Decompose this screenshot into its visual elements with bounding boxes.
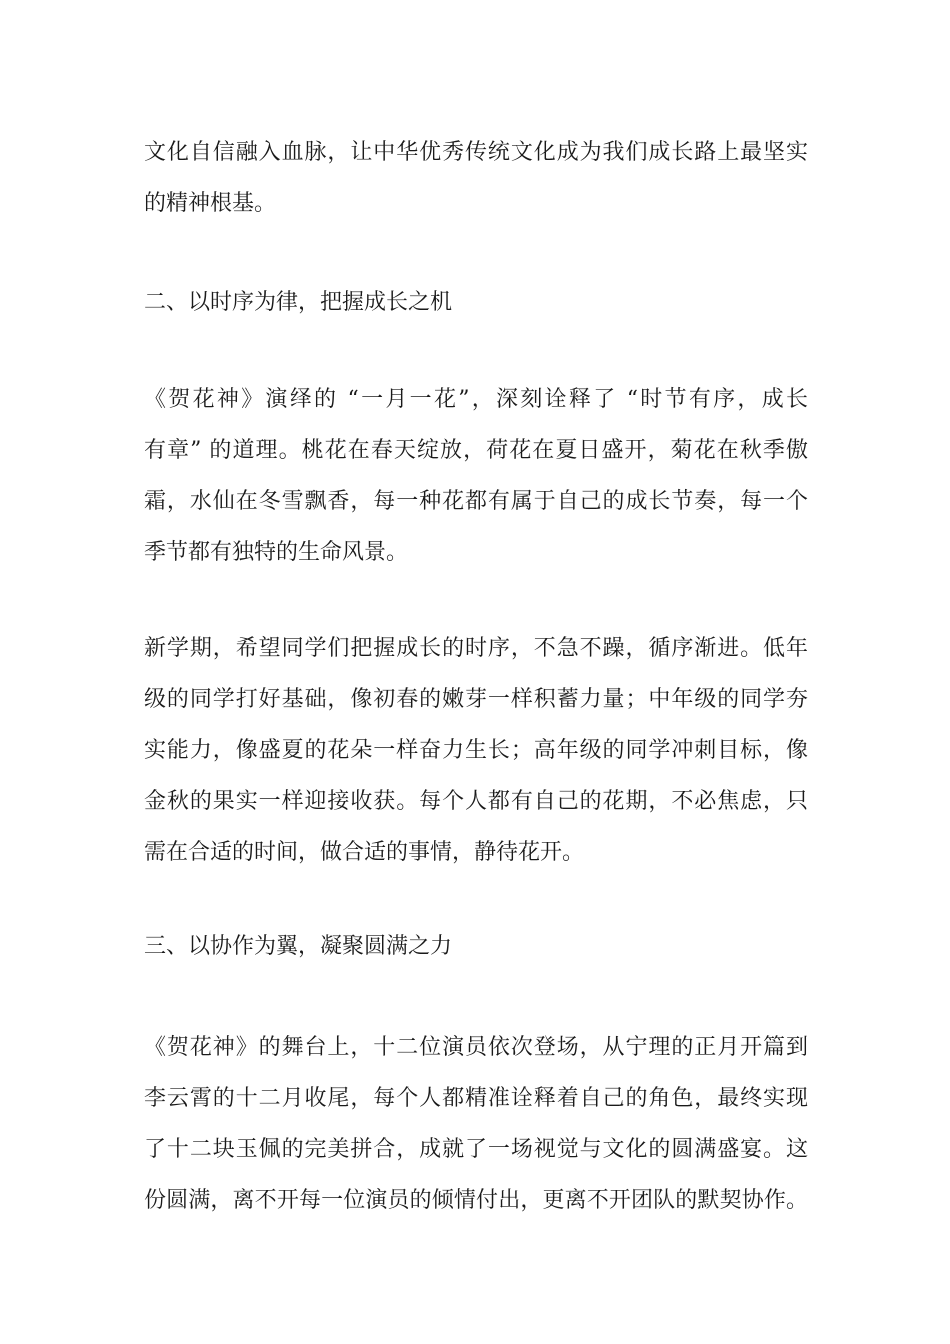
paragraph-line: 季节都有独特的生命风景。 [144,540,409,565]
paragraph-line: 有章” 的道理。桃花在春天绽放，荷花在夏日盛开，菊花在秋季傲 [144,438,808,463]
paragraph-line: 了十二块玉佩的完美拼合，成就了一场视觉与文化的圆满盛宴。这 [144,1137,808,1162]
paragraph-line: 需在合适的时间，做合适的事情，静待花开。 [144,840,585,865]
paragraph-intro-continued [144,127,808,229]
paragraph-line: 《贺花神》演绎的 “一月一花”，深刻诠释了 “时节有序，成长 [144,387,808,412]
paragraph-line: 霜，水仙在冬雪飘香，每一种花都有属于自己的成长节奏，每一个 [144,489,808,514]
paragraph-line: 文化自信融入血脉，让中华优秀传统文化成为我们成长路上最坚实 [144,140,808,165]
paragraph-line: 李云霄的十二月收尾，每个人都精准诠释着自己的角色，最终实现 [144,1086,808,1111]
section-heading-text: 二、以时序为律，把握成长之机 [144,290,453,315]
section-heading-three [144,921,808,972]
paragraph-new-semester [144,623,808,878]
paragraph-line: 实能力，像盛夏的花朵一样奋力生长；高年级的同学冲刺目标，像 [144,738,808,763]
paragraph-line: 金秋的果实一样迎接收获。每个人都有自己的花期，不必焦虑，只 [144,789,808,814]
paragraph-line: 份圆满，离不开每一位演员的倾情付出，更离不开团队的默契协作。 [144,1188,808,1213]
paragraph-line: 新学期，希望同学们把握成长的时序，不急不躁，循序渐进。低年 [144,636,808,661]
paragraph-line: 级的同学打好基础，像初春的嫩芽一样积蓄力量；中年级的同学夯 [144,687,808,712]
paragraph-line: 《贺花神》的舞台上，十二位演员依次登场，从宁理的正月开篇到 [144,1035,808,1060]
paragraph-stage-collaboration [144,1022,808,1226]
paragraph-line: 的精神根基。 [144,191,277,216]
paragraph-flower-months [144,374,808,578]
section-heading-two [144,277,808,328]
section-heading-text: 三、以协作为翼，凝聚圆满之力 [144,934,453,959]
